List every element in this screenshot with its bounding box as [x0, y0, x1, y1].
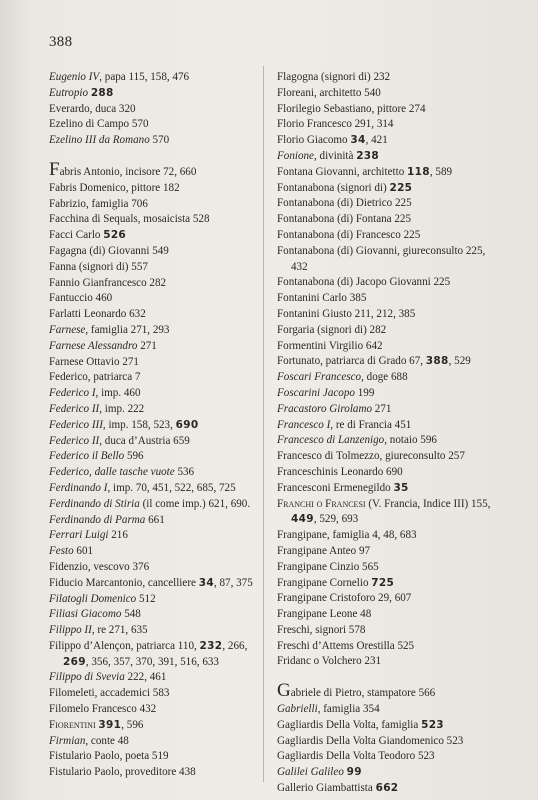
entry-text: Francesconi Ermenegildo: [277, 481, 394, 494]
entry-text: 388: [425, 355, 449, 368]
index-entry: [49, 133, 259, 149]
entry-text: Floreani, architetto 540: [277, 86, 381, 99]
entry-text: Festo: [49, 545, 74, 558]
entry-text: Eutropio: [49, 86, 91, 99]
entry-text: 225: [389, 181, 413, 194]
entry-text: , imp. 222: [99, 402, 145, 415]
index-entry: [277, 433, 502, 449]
entry-text: Filippo II: [49, 624, 92, 637]
entry-text: 271: [372, 402, 392, 415]
index-entry: [277, 654, 502, 670]
entry-text: Farnese: [49, 323, 86, 336]
entry-text: Fontanini Carlo 385: [277, 292, 367, 305]
entry-text: abris Antonio, incisore 72, 660: [59, 165, 197, 178]
column-divider: [263, 66, 264, 782]
entry-text: , doge 688: [361, 371, 408, 384]
entry-text: 271: [137, 339, 157, 352]
index-entry: [49, 449, 259, 465]
index-entry: [49, 670, 259, 686]
entry-text: Fiorentini: [49, 718, 96, 731]
index-entry: [49, 158, 259, 181]
entry-text: Everardo, duca 320: [49, 102, 136, 115]
entry-text: Filippo d’Alençon, patriarca 110,: [49, 639, 200, 652]
entry-text: 34: [198, 576, 214, 589]
index-entry: [277, 386, 502, 402]
index-entry: [277, 465, 502, 481]
entry-text: Francesco di Tolmezzo, giureconsulto 257: [277, 450, 465, 463]
entry-text: , papa 115, 158, 476: [99, 71, 190, 83]
index-entry: [277, 323, 502, 339]
index-entry: [49, 765, 259, 781]
entry-text: , imp. 70, 451, 522, 685, 725: [107, 481, 236, 494]
entry-text: Forgaria (signori di) 282: [277, 323, 387, 336]
index-entry: [49, 418, 259, 434]
entry-text: Filomelo Francesco 432: [49, 703, 157, 716]
entry-text: Ferdinando di Parma: [49, 513, 146, 526]
entry-text: , conte 48: [85, 734, 129, 747]
index-entry: [49, 639, 259, 671]
index-entry: [277, 291, 502, 307]
index-entry: [277, 86, 502, 102]
entry-text: abriele di Pietro, stampatore 566: [290, 687, 436, 700]
index-entry: [277, 623, 502, 639]
entry-text: Fracastoro Girolamo: [277, 402, 373, 415]
index-entry: [49, 370, 259, 386]
section-initial: F: [49, 158, 60, 180]
entry-text: , 266,: [222, 639, 248, 652]
index-entry: [277, 765, 502, 781]
entry-text: Ezelino di Campo 570: [49, 118, 149, 131]
index-entry: [277, 680, 502, 702]
entry-text: 662: [375, 782, 399, 795]
entry-text: Filomeleti, accademici 583: [49, 687, 170, 700]
entry-text: Fantuccio 460: [49, 292, 113, 305]
entry-text: Franchi o Francesi: [277, 497, 366, 510]
entry-text: , 421: [365, 134, 388, 147]
entry-text: 238: [356, 149, 380, 162]
entry-text: Francesco di Lanzenigo: [277, 434, 385, 447]
entry-text: 596: [124, 450, 144, 463]
entry-text: Fonione: [277, 149, 314, 162]
index-entry: [49, 291, 259, 307]
entry-text: Federico II: [49, 434, 100, 447]
index-entry: [49, 481, 259, 497]
entry-text: Fontanabona (di) Giovanni, giureconsulto 225, 432: [277, 244, 486, 273]
index-entry: [49, 86, 259, 102]
entry-text: Federico il Bello: [49, 450, 125, 463]
entry-text: Frangipane Cristoforo 29, 607: [277, 592, 412, 605]
entry-text: Fontanabona (signori di): [277, 181, 390, 194]
entry-text: Federico I: [49, 387, 96, 400]
index-entry: [277, 418, 502, 434]
index-entry: [277, 228, 502, 244]
entry-text: Filiasi Giacomo: [49, 608, 122, 621]
index-entry: [277, 70, 502, 86]
index-entry: [49, 623, 259, 639]
index-entry: [49, 465, 259, 481]
index-entry: [49, 228, 259, 244]
entry-text: 222, 461: [124, 671, 167, 684]
entry-text: , 529: [448, 355, 471, 368]
entry-text: (V. Francia, Indice III) 155,: [365, 497, 491, 510]
index-entry: [49, 607, 259, 623]
entry-text: Fanna (signori di) 557: [49, 260, 148, 273]
index-entry: [277, 196, 502, 212]
index-entry: [277, 133, 502, 149]
index-entry: [277, 402, 502, 418]
index-entry: [49, 434, 259, 450]
entry-text: Farlatti Leonardo 632: [49, 308, 146, 321]
entry-text: Flagogna (signori di) 232: [277, 71, 391, 83]
entry-text: , 589: [429, 165, 453, 178]
index-entry: [49, 513, 259, 529]
index-entry: [49, 102, 259, 118]
index-entry: [277, 449, 502, 465]
entry-text: Foscari Francesco: [277, 371, 362, 384]
entry-text: , famiglia 354: [317, 703, 380, 716]
entry-text: Fontanabona (di) Francesco 225: [277, 228, 421, 241]
entry-text: 661: [145, 513, 165, 526]
index-entry: [49, 260, 259, 276]
entry-text: Gabrielli: [277, 703, 318, 716]
index-entry: [277, 749, 502, 765]
index-entry: [49, 212, 259, 228]
entry-text: Formentini Virgilio 642: [277, 339, 383, 352]
entry-text: Frangipane Cinzio 565: [277, 560, 379, 573]
entry-text: Freschi d’Attems Orestilla 525: [277, 639, 415, 652]
index-entry: [49, 244, 259, 260]
entry-text: , 596: [121, 718, 144, 731]
entry-text: , notaio 596: [384, 434, 437, 447]
index-entry: [49, 560, 259, 576]
index-entry: [49, 686, 259, 702]
entry-text: Fontanabona (di) Fontana 225: [277, 213, 412, 226]
index-entry: [49, 497, 259, 513]
entry-text: Fabrizio, famiglia 706: [49, 197, 148, 210]
index-entry: [49, 576, 259, 592]
index-entry: [277, 181, 502, 197]
entry-text: Federico II: [49, 402, 100, 415]
index-entry: [49, 70, 259, 86]
entry-text: 216: [108, 529, 128, 542]
entry-text: Fortunato, patriarca di Grado 67,: [277, 355, 426, 368]
index-entry: [49, 276, 259, 292]
index-entry: [277, 275, 502, 291]
entry-text: 523: [421, 718, 444, 731]
entry-text: Farnese Alessandro: [49, 339, 138, 352]
index-entry: [49, 528, 259, 544]
index-entry: [277, 244, 502, 276]
entry-text: Fistulario Paolo, proveditore 438: [49, 766, 196, 779]
entry-text: Florilegio Sebastiano, pittore 274: [277, 102, 426, 115]
entry-text: Federico, patriarca 7: [49, 371, 141, 384]
entry-text: Eugenio IV: [49, 71, 100, 83]
index-entry: [49, 386, 259, 402]
entry-text: 288: [90, 86, 114, 99]
entry-text: , divinità: [313, 149, 357, 162]
index-entry: [277, 734, 502, 750]
entry-text: Fiducio Marcantonio, cancelliere: [49, 576, 199, 589]
entry-text: Ferdinando I: [49, 481, 108, 494]
entry-text: 232: [199, 639, 223, 652]
index-entry: [277, 639, 502, 655]
entry-text: Fidenzio, vescovo 376: [49, 560, 150, 573]
entry-text: 391: [98, 718, 122, 731]
entry-text: 690: [175, 418, 199, 431]
index-entry: [49, 117, 259, 133]
entry-text: 725: [371, 576, 395, 589]
index-entry: [277, 165, 502, 181]
index-entry: [49, 307, 259, 323]
entry-text: 548: [121, 608, 141, 621]
entry-text: Frangipane Cornelio: [277, 576, 372, 589]
entry-text: 601: [73, 545, 94, 558]
entry-text: Federico III: [49, 418, 103, 431]
entry-text: 34: [350, 134, 366, 147]
index-entry: [49, 197, 259, 213]
entry-text: 199: [354, 386, 375, 399]
index-entry: [49, 323, 259, 339]
entry-text: Fistulario Paolo, poeta 519: [49, 750, 169, 763]
index-entry: [277, 718, 502, 734]
index-column-left: [49, 70, 259, 781]
entry-text: Francesco I: [277, 418, 331, 431]
entry-text: Fridanc o Volchero 231: [277, 655, 382, 668]
index-entry: [49, 544, 259, 560]
index-entry: [49, 749, 259, 765]
index-entry: [49, 592, 259, 608]
entry-text: Frangipane Anteo 97: [277, 544, 371, 557]
entry-text: , 87, 375: [213, 576, 253, 589]
index-entry: [277, 544, 502, 560]
index-entry: [277, 307, 502, 323]
index-entry: [277, 497, 502, 529]
entry-text: 526: [103, 229, 127, 242]
entry-text: Farnese Ottavio 271: [49, 355, 139, 368]
section-initial: G: [277, 680, 291, 702]
entry-text: Gallerio Giambattista: [277, 782, 376, 795]
entry-text: , imp. 460: [95, 387, 141, 400]
index-entry: [49, 355, 259, 371]
entry-text: , 529, 693: [313, 513, 359, 526]
index-entry: [277, 591, 502, 607]
entry-text: Florio Francesco 291, 314: [277, 118, 394, 131]
entry-text: Firmian: [49, 734, 86, 747]
index-entry: [277, 576, 502, 592]
entry-text: Frangipane Leone 48: [277, 608, 372, 621]
entry-text: Fontanabona (di) Dietrico 225: [277, 197, 412, 210]
entry-text: Gagliardis Della Volta Teodoro 523: [277, 750, 435, 763]
entry-text: Facci Carlo: [49, 229, 104, 242]
entry-text: , re 271, 635: [91, 624, 148, 637]
index-entry: [277, 370, 502, 386]
entry-text: Foscarini Jacopo: [277, 386, 355, 399]
entry-text: , imp. 158, 523,: [102, 418, 176, 431]
entry-text: Ezelino III da Romano: [49, 134, 150, 147]
entry-text: 99: [346, 766, 362, 779]
entry-text: Ferdinando di Stiria: [49, 497, 140, 510]
entry-text: Freschi, signori 578: [277, 623, 366, 636]
entry-text: Filatogli Domenico: [49, 592, 137, 605]
entry-text: Fagagna (di) Giovanni 549: [49, 244, 169, 257]
entry-text: Fannio Gianfrancesco 282: [49, 276, 167, 289]
page-number: 388: [49, 34, 73, 50]
index-entry: [49, 734, 259, 750]
index-entry: [277, 212, 502, 228]
entry-text: Fontanini Giusto 211, 212, 385: [277, 307, 416, 320]
entry-text: Fabris Domenico, pittore 182: [49, 181, 180, 194]
index-entry: [49, 339, 259, 355]
entry-text: (il come imp.) 621, 690.: [139, 497, 251, 510]
entry-text: Facchina di Sequals, mosaicista 528: [49, 213, 210, 226]
index-entry: [49, 402, 259, 418]
index-entry: [277, 481, 502, 497]
entry-text: , famiglia 271, 293: [85, 323, 170, 336]
entry-text: Federico, dalle tasche vuote: [49, 466, 175, 479]
entry-text: 512: [136, 592, 156, 605]
entry-text: Filippo di Svevia: [49, 671, 125, 684]
entry-text: 35: [393, 481, 409, 494]
entry-text: 269: [63, 655, 86, 668]
entry-text: Gagliardis Della Volta Giandomenico 523: [277, 734, 464, 747]
index-entry: [277, 560, 502, 576]
index-entry: [277, 528, 502, 544]
index-entry: [277, 117, 502, 133]
index-entry: [49, 181, 259, 197]
entry-text: 449: [291, 513, 314, 526]
entry-text: , duca d’Austria 659: [99, 434, 190, 447]
entry-text: , 356, 357, 370, 391, 516, 633: [85, 655, 219, 668]
entry-text: Fontana Giovanni, architetto: [277, 165, 408, 178]
entry-text: 536: [174, 466, 195, 479]
index-entry: [277, 354, 502, 370]
index-entry: [277, 702, 502, 718]
entry-text: Fontanabona (di) Jacopo Giovanni 225: [277, 276, 451, 289]
entry-text: Ferrari Luigi: [49, 529, 109, 542]
entry-text: 570: [149, 134, 170, 147]
entry-text: Gagliardis Della Volta, famiglia: [277, 718, 422, 731]
index-column-right: [277, 70, 502, 797]
index-entry: [49, 718, 259, 734]
index-entry: [49, 702, 259, 718]
index-entry: [277, 149, 502, 165]
index-entry: [277, 781, 502, 797]
entry-text: Franceschinis Leonardo 690: [277, 465, 403, 478]
entry-text: 118: [407, 165, 430, 178]
index-entry: [277, 339, 502, 355]
entry-text: Florio Giacomo: [277, 134, 351, 147]
entry-text: Galilei Galileo: [277, 766, 344, 779]
index-entry: [277, 102, 502, 118]
entry-text: , re di Francia 451: [330, 418, 412, 431]
index-entry: [277, 607, 502, 623]
entry-text: Frangipane, famiglia 4, 48, 683: [277, 529, 417, 542]
